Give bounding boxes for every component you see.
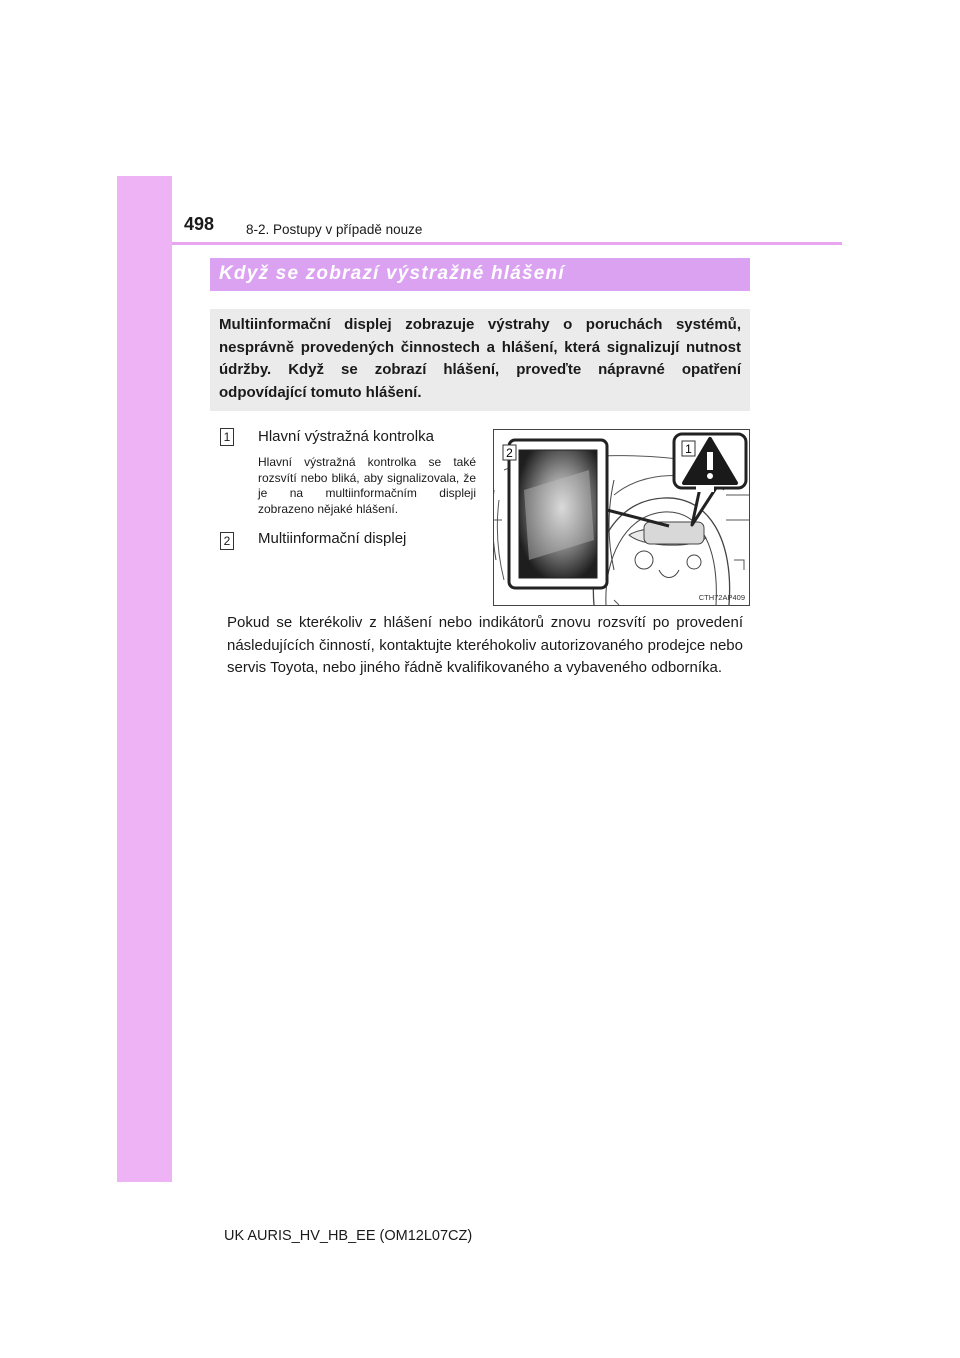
intro-box bbox=[210, 309, 750, 411]
dashboard-figure bbox=[493, 429, 750, 606]
item-1-label: Hlavní výstražná kontrolka bbox=[258, 428, 434, 445]
item-1-description: Hlavní výstražná kontrolka se také rozsvítí nebo bliká, aby signalizovala, že je na multiinformačním displeji zobrazeno nějaké hlášení. bbox=[258, 455, 476, 516]
item-1-number: 1 bbox=[220, 428, 234, 446]
footer-doc-id: UK AURIS_HV_HB_EE (OM12L07CZ) bbox=[224, 1228, 473, 1244]
intro-text: Multiinformační displej zobrazuje výstrahy o poruchách systémů, nesprávně provedených činnostech a hlášení, která signalizují nutnost údržby. Když se zobrazí hlášení, proveďte nápravné opatření odpovídající tomuto hlášení. bbox=[219, 316, 741, 401]
body-paragraph: Pokud se kterékoliv z hlášení nebo indikátorů znovu rozsvítí po provedení následujících činností, kontaktujte kteréhokoliv autorizovaného prodejce nebo servis Toyota, nebo jiného řádně kvalifikovaného a vybaveného odborníka. bbox=[227, 614, 743, 676]
steering-wheel-illustration bbox=[593, 498, 729, 605]
item-2-number: 2 bbox=[220, 532, 234, 550]
section-title: 8-2. Postupy v případě nouze bbox=[246, 222, 423, 237]
header-divider bbox=[172, 242, 842, 245]
page-number: 498 bbox=[184, 214, 215, 234]
display-panel-illustration bbox=[494, 440, 614, 588]
page-heading: Když se zobrazí výstražné hlášení bbox=[219, 263, 565, 284]
callout-1: 1 bbox=[685, 442, 692, 456]
dashboard-illustration bbox=[494, 430, 749, 605]
heading-band bbox=[210, 258, 750, 291]
chapter-side-tab bbox=[117, 176, 172, 1182]
figure-code: CTH72AP409 bbox=[698, 593, 745, 602]
item-2-label: Multiinformační displej bbox=[258, 530, 407, 547]
callout-2: 2 bbox=[506, 446, 513, 460]
